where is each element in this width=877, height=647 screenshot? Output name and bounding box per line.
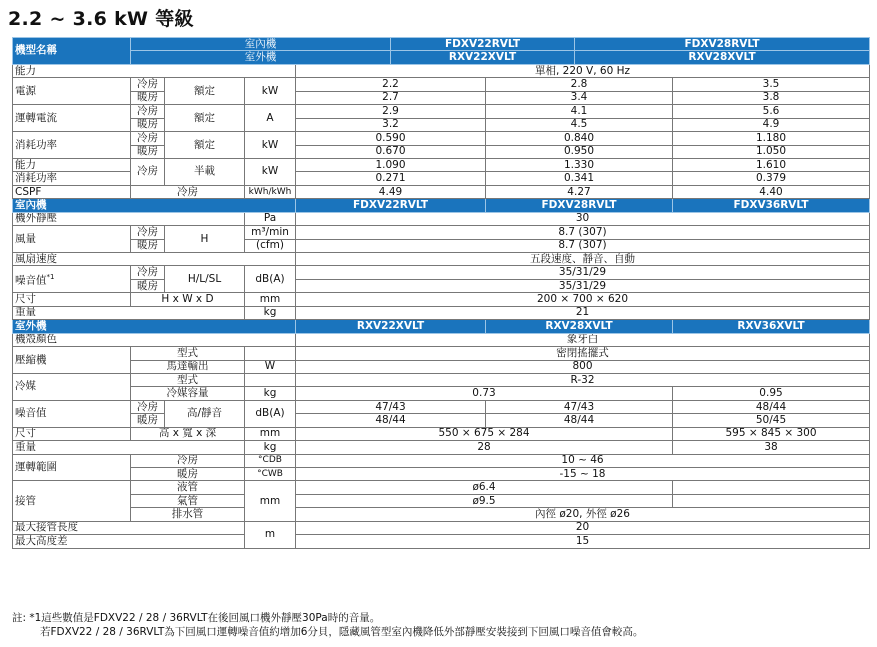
footnote-1: 註: *1這些數值是FDXV22 / 28 / 36RVLT在後回風口機外靜壓30Pa時的音量。 <box>12 612 381 624</box>
table-row <box>13 199 870 212</box>
unit-label: mm <box>245 481 296 521</box>
table-row <box>13 226 870 239</box>
condition-label: 液管 <box>131 481 245 494</box>
unit-label: dB(A) <box>245 266 296 293</box>
empty-cell <box>673 494 870 507</box>
condition-label: 高 x 寬 x 深 <box>131 427 245 440</box>
table-row <box>13 521 870 534</box>
value-cell: 0.271 <box>296 172 486 185</box>
spec-table <box>12 37 870 549</box>
table-row <box>13 38 870 51</box>
row-label: 能力 <box>13 158 131 171</box>
mode-label: 冷房 <box>131 158 165 185</box>
unit-label: °CWB <box>245 468 296 481</box>
empty-cell <box>673 481 870 494</box>
value-cell: 0.840 <box>486 132 673 145</box>
row-label: 機外靜壓 <box>13 212 245 225</box>
condition-label: 排水管 <box>131 508 245 521</box>
value-cell: 0.95 <box>673 387 870 400</box>
table-row <box>13 414 870 427</box>
model-cell: FDXV28RVLT <box>575 38 870 51</box>
value-cell: 3.4 <box>486 91 673 104</box>
row-label: 消耗功率 <box>13 132 131 159</box>
value-cell: 21 <box>296 306 870 319</box>
condition-label: 氣管 <box>131 494 245 507</box>
outdoor-section-header: 室外機 <box>13 320 296 333</box>
condition-label: 額定 <box>165 78 245 105</box>
table-row <box>13 64 870 77</box>
value-cell: 3.5 <box>673 78 870 91</box>
table-row <box>13 293 870 306</box>
footnote-2: 若FDXV22 / 28 / 36RVLT為下回風口運轉噪音值約增加6分貝，隱藏風管型室內機降低外部靜壓安裝接到下回風口噪音值會較高。 <box>40 626 644 638</box>
mode-label: 冷房 <box>131 78 165 91</box>
table-row <box>13 158 870 171</box>
row-label: 壓縮機 <box>13 347 131 374</box>
value-cell: 2.2 <box>296 78 486 91</box>
value-cell: 內徑 ø20, 外徑 ø26 <box>296 508 870 521</box>
value-cell: 48/44 <box>673 400 870 413</box>
model-cell: RXV22XVLT <box>391 51 575 64</box>
mode-label: 冷房 <box>131 226 165 239</box>
row-label: 電源 <box>13 78 131 105</box>
value-cell: 五段速度、靜音、自動 <box>296 253 870 266</box>
row-label: 消耗功率 <box>13 172 131 185</box>
value-cell: 4.9 <box>673 118 870 131</box>
condition-label: 型式 <box>131 347 245 360</box>
row-label: 最大高度差 <box>13 535 245 548</box>
value-cell: 密閉搖擺式 <box>296 347 870 360</box>
table-row <box>13 481 870 494</box>
value-cell: 單相, 220 V, 60 Hz <box>296 64 870 77</box>
mode-label: 暖房 <box>131 468 245 481</box>
mode-label: 暖房 <box>131 118 165 131</box>
mode-label: 冷房 <box>131 454 245 467</box>
value-cell: 3.8 <box>673 91 870 104</box>
value-cell: 1.330 <box>486 158 673 171</box>
value-cell: 8.7 (307) <box>296 239 870 252</box>
mode-label: 暖房 <box>131 239 165 252</box>
condition-label: H/L/SL <box>165 266 245 293</box>
noise-label: 噪音值 <box>15 274 47 287</box>
value-cell: 47/43 <box>486 400 673 413</box>
table-row <box>13 320 870 333</box>
value-cell: 38 <box>673 441 870 454</box>
condition-label: 冷媒容量 <box>131 387 245 400</box>
mode-label: 冷房 <box>131 400 165 413</box>
unit-label: kWh/kWh <box>245 185 296 198</box>
value-cell: 48/44 <box>296 414 486 427</box>
value-cell: 595 × 845 × 300 <box>673 427 870 440</box>
model-cell: FDXV36RVLT <box>673 199 870 212</box>
value-cell: 4.1 <box>486 105 673 118</box>
value-cell: 550 × 675 × 284 <box>296 427 673 440</box>
empty-cell <box>245 347 296 360</box>
condition-label: 馬達輸出 <box>131 360 245 373</box>
model-cell: RXV28XVLT <box>486 320 673 333</box>
unit-label: °CDB <box>245 454 296 467</box>
value-cell: 15 <box>296 535 870 548</box>
row-label: 最大接管長度 <box>13 521 245 534</box>
condition-label: 型式 <box>131 373 245 386</box>
value-cell: 5.6 <box>673 105 870 118</box>
model-name-label: 機型名稱 <box>13 38 131 65</box>
value-cell: 1.610 <box>673 158 870 171</box>
table-row <box>13 91 870 104</box>
value-cell: 2.8 <box>486 78 673 91</box>
indoor-unit-label: 室內機 <box>131 38 391 51</box>
value-cell: 0.670 <box>296 145 486 158</box>
row-label: 機殼顏色 <box>13 333 296 346</box>
value-cell: 50/45 <box>673 414 870 427</box>
table-row <box>13 535 870 548</box>
table-row <box>13 441 870 454</box>
row-label: 風扇速度 <box>13 253 296 266</box>
row-label: 能力 <box>13 64 296 77</box>
value-cell: 0.379 <box>673 172 870 185</box>
table-row <box>13 360 870 373</box>
condition-label: 高/靜音 <box>165 400 245 427</box>
table-row <box>13 387 870 400</box>
value-cell: 800 <box>296 360 870 373</box>
table-row <box>13 78 870 91</box>
table-row <box>13 266 870 279</box>
model-cell: FDXV22RVLT <box>391 38 575 51</box>
value-cell: 3.2 <box>296 118 486 131</box>
value-cell: R-32 <box>296 373 870 386</box>
row-label: 風量 <box>13 226 131 253</box>
value-cell: 0.341 <box>486 172 673 185</box>
table-row <box>13 118 870 131</box>
table-row <box>13 145 870 158</box>
table-row <box>13 333 870 346</box>
table-row <box>13 279 870 292</box>
value-cell: 象牙白 <box>296 333 870 346</box>
model-cell: RXV28XVLT <box>575 51 870 64</box>
table-row <box>13 454 870 467</box>
value-cell: 4.40 <box>673 185 870 198</box>
value-cell: 47/43 <box>296 400 486 413</box>
row-label: 冷媒 <box>13 373 131 400</box>
value-cell: 10 ~ 46 <box>296 454 870 467</box>
table-row <box>13 468 870 481</box>
value-cell: 2.9 <box>296 105 486 118</box>
value-cell: 8.7 (307) <box>296 226 870 239</box>
row-label: 噪音值 <box>13 400 131 427</box>
mode-label: 冷房 <box>131 105 165 118</box>
unit-label: kg <box>245 441 296 454</box>
value-cell: ø9.5 <box>296 494 673 507</box>
indoor-section-header: 室內機 <box>13 199 296 212</box>
mode-label: 冷房 <box>131 185 245 198</box>
value-cell: 0.950 <box>486 145 673 158</box>
row-label <box>13 266 131 293</box>
value-cell: 4.49 <box>296 185 486 198</box>
table-row <box>13 427 870 440</box>
mode-label: 冷房 <box>131 132 165 145</box>
unit-label: mm <box>245 427 296 440</box>
row-label: 運轉電流 <box>13 105 131 132</box>
table-row <box>13 253 870 266</box>
value-cell: ø6.4 <box>296 481 673 494</box>
unit-label: kg <box>245 306 296 319</box>
condition-label: 額定 <box>165 105 245 132</box>
table-row <box>13 105 870 118</box>
empty-cell <box>245 373 296 386</box>
unit-label: (cfm) <box>245 239 296 252</box>
value-cell: 200 × 700 × 620 <box>296 293 870 306</box>
table-row <box>13 185 870 198</box>
row-label: CSPF <box>13 185 131 198</box>
value-cell: 2.7 <box>296 91 486 104</box>
table-row <box>13 239 870 252</box>
model-cell: RXV36XVLT <box>673 320 870 333</box>
table-row <box>13 347 870 360</box>
unit-label: kW <box>245 158 296 185</box>
value-cell: 30 <box>296 212 870 225</box>
value-cell: 1.050 <box>673 145 870 158</box>
unit-label: m <box>245 521 296 548</box>
unit-label: kW <box>245 132 296 159</box>
mode-label: 暖房 <box>131 145 165 158</box>
unit-label: kg <box>245 387 296 400</box>
value-cell: -15 ~ 18 <box>296 468 870 481</box>
table-row <box>13 306 870 319</box>
condition-label: H x W x D <box>131 293 245 306</box>
value-cell: 0.73 <box>296 387 673 400</box>
row-label: 尺寸 <box>13 427 131 440</box>
table-row <box>13 494 870 507</box>
value-cell: 20 <box>296 521 870 534</box>
mode-label: 暖房 <box>131 279 165 292</box>
row-label: 運轉範圍 <box>13 454 131 481</box>
row-label: 尺寸 <box>13 293 131 306</box>
row-label: 重量 <box>13 306 245 319</box>
table-row <box>13 51 870 64</box>
unit-label: kW <box>245 78 296 105</box>
value-cell: 35/31/29 <box>296 266 870 279</box>
table-row <box>13 400 870 413</box>
table-row <box>13 373 870 386</box>
unit-label: A <box>245 105 296 132</box>
row-label: 重量 <box>13 441 245 454</box>
table-row <box>13 508 870 521</box>
value-cell: 48/44 <box>486 414 673 427</box>
value-cell: 35/31/29 <box>296 279 870 292</box>
condition-label: 額定 <box>165 132 245 159</box>
value-cell: 1.180 <box>673 132 870 145</box>
value-cell: 1.090 <box>296 158 486 171</box>
value-cell: 28 <box>296 441 673 454</box>
unit-label: m³/min <box>245 226 296 239</box>
value-cell: 0.590 <box>296 132 486 145</box>
unit-label: mm <box>245 293 296 306</box>
footnote-mark: *1 <box>46 273 55 282</box>
model-cell: RXV22XVLT <box>296 320 486 333</box>
outdoor-unit-label: 室外機 <box>131 51 391 64</box>
row-label: 接管 <box>13 481 131 521</box>
value-cell: 4.27 <box>486 185 673 198</box>
value-cell: 4.5 <box>486 118 673 131</box>
condition-label: H <box>165 226 245 253</box>
mode-label: 冷房 <box>131 266 165 279</box>
model-cell: FDXV22RVLT <box>296 199 486 212</box>
unit-label: Pa <box>245 212 296 225</box>
unit-label: W <box>245 360 296 373</box>
table-row <box>13 212 870 225</box>
mode-label: 暖房 <box>131 91 165 104</box>
model-cell: FDXV28RVLT <box>486 199 673 212</box>
table-row <box>13 132 870 145</box>
mode-label: 暖房 <box>131 414 165 427</box>
condition-label: 半載 <box>165 158 245 185</box>
unit-label: dB(A) <box>245 400 296 427</box>
page-title: 2.2 ~ 3.6 kW 等級 <box>8 8 194 30</box>
